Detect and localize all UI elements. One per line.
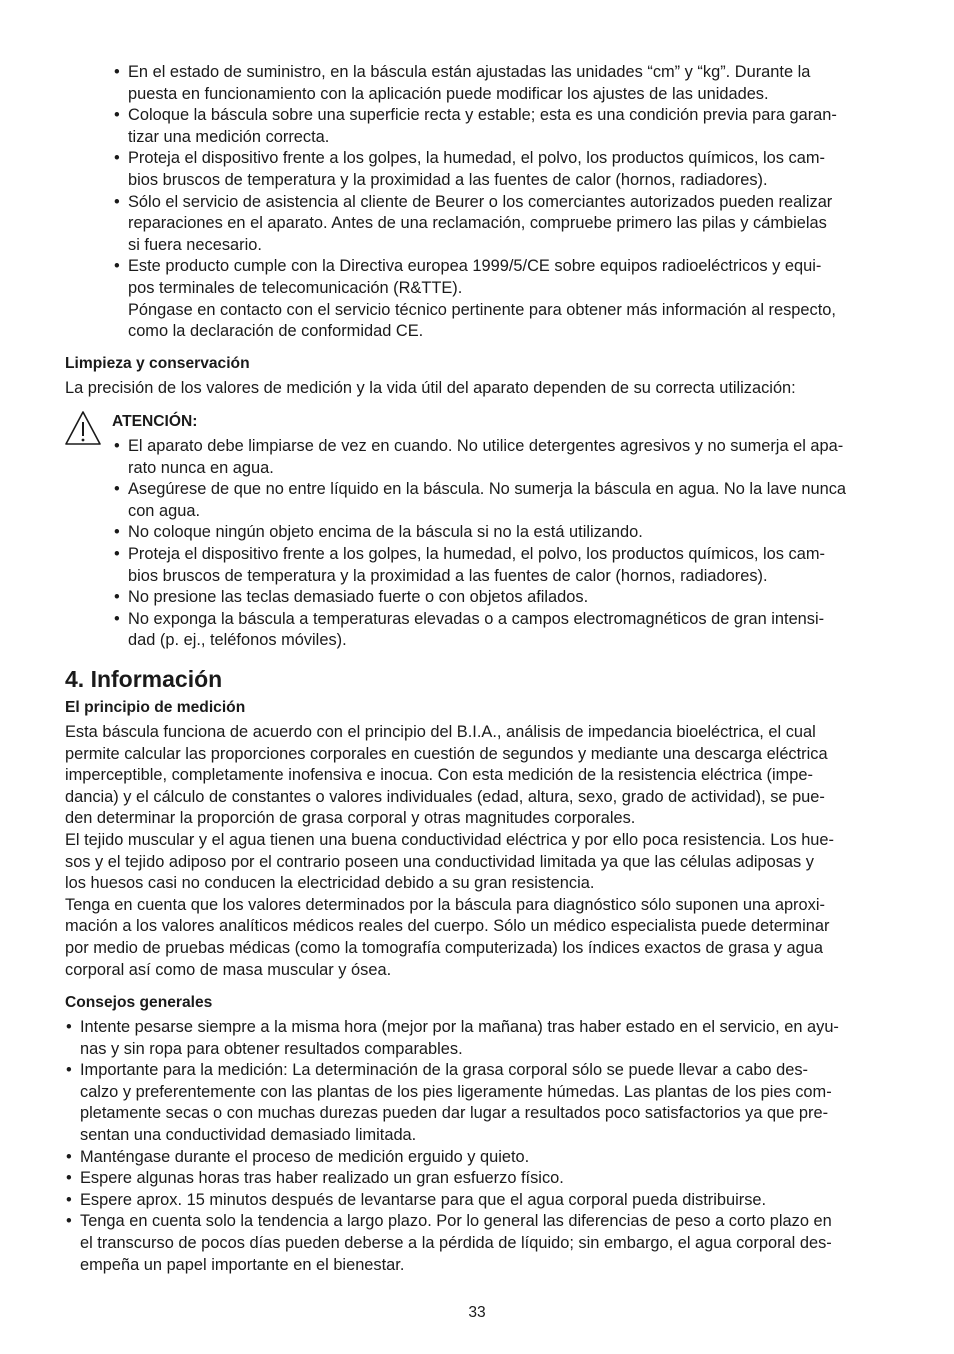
list-item (114, 105, 890, 148)
bullet-glyph: • (114, 609, 120, 628)
list-item-line: Intente pesarse siempre a la misma hora (mejor por la mañana) tras haber estado en el servicio, en ayu- (80, 1018, 839, 1036)
list-item (66, 1147, 886, 1169)
list-item-line: El aparato debe limpiarse de vez en cuando. No utilice detergentes agresivos y no sumerja el apa- (128, 437, 844, 455)
list-item (66, 1060, 886, 1146)
list-item-line: Importante para la medición: La determinación de la grasa corporal sólo se puede llevar a cabo des- (80, 1061, 808, 1080)
list-item-line: Manténgase durante el proceso de medición erguido y quieto. (80, 1147, 530, 1166)
list-item-line: Asegúrese de que no entre líquido en la báscula. No sumerja la báscula en agua. No la lave nunca (128, 480, 847, 499)
paragraph-line: por medio de pruebas médicas (como la tomografía computerizada) los índices exactos de grasa y agua (65, 938, 824, 957)
list-item-line: No presione las teclas demasiado fuerte o con objetos afilados. (128, 588, 589, 607)
bullet-glyph: • (114, 192, 120, 211)
bullet-glyph: • (114, 63, 120, 81)
bullet-glyph: • (114, 149, 120, 168)
page-number: 33 (468, 1304, 486, 1321)
tips-bullet-list (66, 1017, 886, 1276)
bullet-glyph: • (114, 257, 120, 276)
list-item-line: No coloque ningún objeto encima de la báscula si no la está utilizando. (128, 523, 643, 542)
list-item-line: reparaciones en el aparato. Antes de una reclamación, compruebe primero las pilas y cámbielas (128, 214, 827, 233)
paragraph-line: Esta báscula funciona de acuerdo con el principio del B.I.A., análisis de impedancia bioeléctrica, el cual (65, 723, 816, 741)
paragraph-line: El tejido muscular y el agua tienen una buena conductividad eléctrica y por ello poca resistencia. Los hue- (65, 830, 834, 849)
list-item-line: Espere algunas horas tras haber realizado un gran esfuerzo físico. (80, 1169, 564, 1188)
cleaning-intro: La precisión de los valores de medición y la vida útil del aparato dependen de su correcta utilización: (65, 379, 796, 397)
list-item-line: bios bruscos de temperatura y la proximidad a las fuentes de calor (hornos, radiadores). (128, 566, 768, 585)
list-item-line: Este producto cumple con la Directiva europea 1999/5/CE sobre equipos radioeléctricos y equi- (128, 257, 822, 276)
list-item (114, 62, 890, 105)
list-item (114, 479, 892, 522)
bullet-glyph: • (66, 1169, 72, 1188)
paragraph-line: Tenga en cuenta que los valores determinados por la báscula para diagnóstico sólo suponen una aproxi- (65, 895, 825, 914)
attention-label: ATENCIÓN: (112, 413, 198, 430)
list-item-line: rato nunca en agua. (128, 458, 274, 477)
list-item-line: Proteja el dispositivo frente a los golpes, la humedad, el polvo, los productos químicos, los cam- (128, 149, 825, 168)
list-item-line: pletamente secas o con muchas durezas pueden dar lugar a resultados poco satisfactorios ya que pre- (80, 1104, 829, 1123)
list-item-line: Coloque la báscula sobre una superficie recta y estable; esta es una condición previa para garan- (128, 106, 837, 125)
principle-heading: El principio de medición (65, 699, 246, 716)
list-item-line: sentan una conductividad demasiado limitada. (80, 1125, 417, 1144)
list-item-line: tizar una medición correcta. (128, 127, 330, 146)
list-item (114, 587, 892, 609)
list-item (66, 1168, 886, 1190)
list-item-line: dad (p. ej., teléfonos móviles). (128, 631, 347, 650)
list-item-line: calzo y preferentemente con las plantas de los pies ligeramente húmedas. Las plantas de los pies com- (80, 1082, 832, 1101)
list-item (114, 192, 890, 257)
bullet-glyph: • (66, 1061, 72, 1080)
list-item (114, 544, 892, 587)
list-item-line: Espere aprox. 15 minutos después de levantarse para que el agua corporal pueda distribuirse. (80, 1190, 767, 1209)
list-item (66, 1190, 886, 1212)
list-item-line: como la declaración de conformidad CE. (128, 322, 424, 341)
list-item (114, 148, 890, 191)
list-item-line: pos terminales de telecomunicación (R&TTE). (128, 278, 463, 297)
cleaning-heading: Limpieza y conservación (65, 355, 250, 372)
list-item-line: nas y sin ropa para obtener resultados comparables. (80, 1039, 463, 1058)
bullet-glyph: • (66, 1190, 72, 1209)
principle-paragraph (65, 722, 891, 981)
bullet-glyph: • (114, 523, 120, 542)
bullet-glyph: • (66, 1147, 72, 1166)
section-title: 4. Información (65, 666, 223, 692)
list-item-line: Póngase en contacto con el servicio técnico pertinente para obtener más información al respecto, (128, 300, 836, 319)
list-item-line: No exponga la báscula a temperaturas elevadas o a campos electromagnéticos de gran intensi- (128, 609, 825, 628)
tips-heading: Consejos generales (65, 994, 213, 1011)
safety-bullet-list (114, 62, 890, 343)
list-item-line: bios bruscos de temperatura y la proximidad a las fuentes de calor (hornos, radiadores). (128, 170, 768, 189)
list-item-line: empeña un papel importante en el bienestar. (80, 1255, 405, 1274)
list-item (114, 522, 892, 544)
list-item-line: si fuera necesario. (128, 235, 262, 254)
list-item-line: Proteja el dispositivo frente a los golpes, la humedad, el polvo, los productos químicos, los cam- (128, 544, 825, 563)
bullet-glyph: • (114, 437, 120, 455)
list-item-line: con agua. (128, 501, 200, 520)
bullet-glyph: • (114, 106, 120, 125)
bullet-glyph: • (114, 544, 120, 563)
list-item (114, 436, 892, 479)
bullet-glyph: • (66, 1018, 72, 1036)
list-item-line: En el estado de suministro, en la báscula están ajustadas las unidades “cm” y “kg”. Durante la (128, 63, 811, 81)
list-item-line: el transcurso de pocos días pueden deberse a la pérdida de líquido; sin embargo, el agua corporal des- (80, 1233, 832, 1252)
list-item (114, 256, 890, 342)
paragraph-line: dancia) y el cálculo de constantes o valores individuales (edad, altura, sexo, grado de actividad), se pue- (65, 787, 825, 806)
list-item (114, 609, 892, 652)
bullet-glyph: • (114, 588, 120, 607)
warning-triangle-icon (64, 410, 102, 446)
paragraph-line: mación a los valores analíticos médicos reales del cuerpo. Sólo un médico especialista puede determinar (65, 917, 830, 936)
bullet-glyph: • (66, 1212, 72, 1231)
list-item-line: Sólo el servicio de asistencia al cliente de Beurer o los comerciantes autorizados pueden realizar (128, 192, 833, 211)
paragraph-line: sos y el tejido adiposo por el contrario poseen una conductividad limitada ya que las células adiposas y (65, 852, 814, 871)
list-item-line: Tenga en cuenta solo la tendencia a largo plazo. Por lo general las diferencias de peso a corto plazo en (80, 1212, 832, 1231)
list-item (66, 1211, 886, 1276)
attention-bullet-list (114, 436, 892, 652)
paragraph-line: corporal así como de masa muscular y ósea. (65, 960, 392, 979)
paragraph-line: los huesos casi no conducen la electricidad debido a su gran resistencia. (65, 874, 595, 893)
list-item (66, 1017, 886, 1060)
list-item-line: puesta en funcionamiento con la aplicación puede modificar los ajustes de las unidades. (128, 84, 769, 103)
bullet-glyph: • (114, 480, 120, 499)
paragraph-line: permite calcular las proporciones corporales en cuestión de segundos y mediante una descarga eléctrica (65, 744, 828, 763)
paragraph-line: imperceptible, completamente inofensiva e inocua. Con esta medición de la resistencia eléctrica (impe- (65, 766, 813, 785)
paragraph-line: den determinar la proporción de grasa corporal y otras magnitudes corporales. (65, 809, 636, 828)
